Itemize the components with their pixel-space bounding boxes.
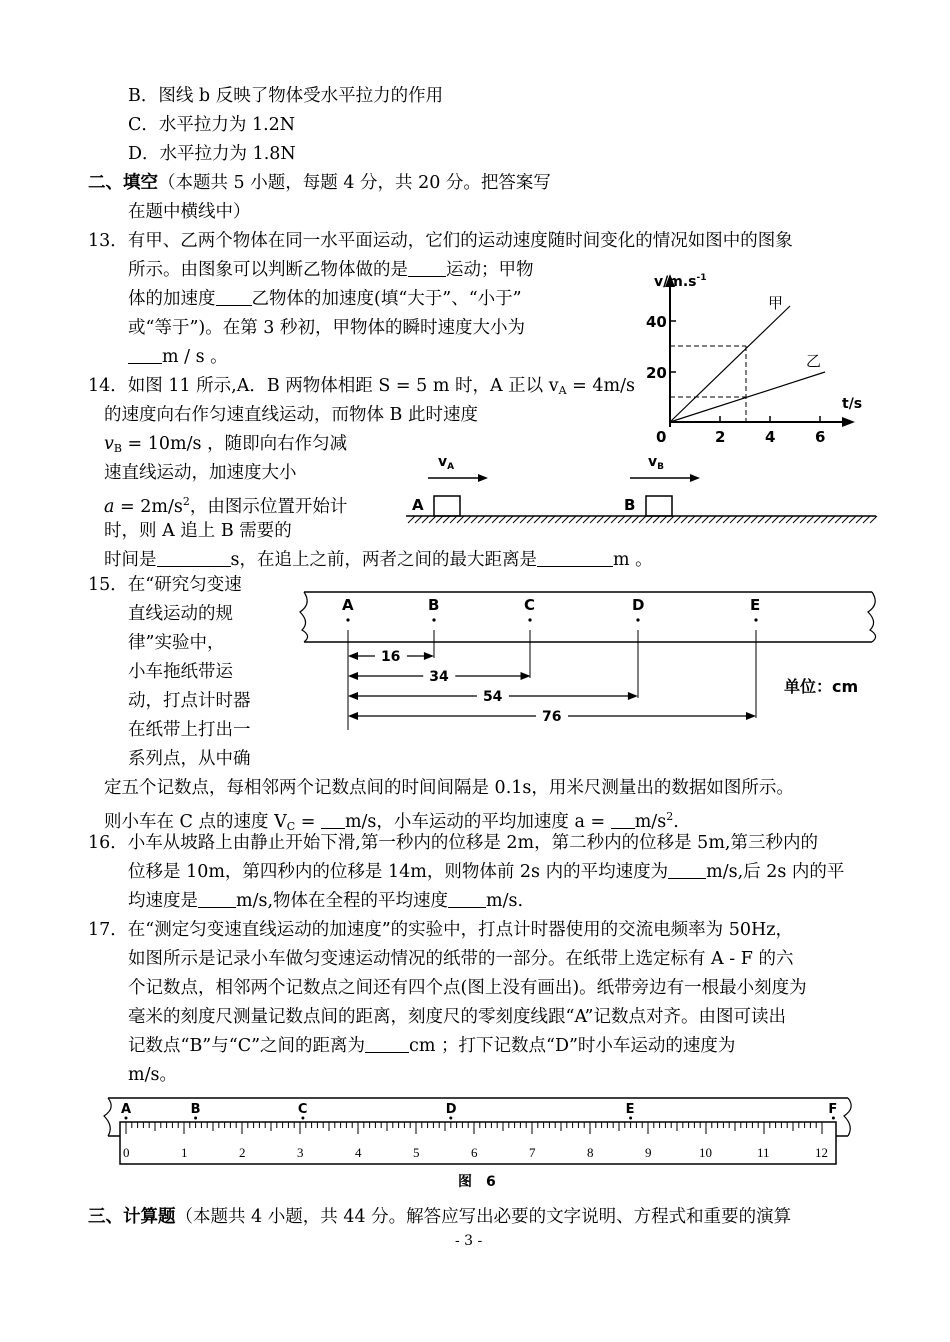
ruler-number: 7 (529, 1145, 536, 1160)
q14-line3 (104, 432, 347, 461)
hatch-line (541, 516, 548, 523)
hatch-line (457, 516, 464, 523)
hatch-line (646, 516, 653, 523)
arrow-left-icon (348, 672, 358, 680)
q14-sub: B (113, 442, 122, 455)
q14-line1 (88, 374, 635, 403)
hatch-line (695, 516, 702, 523)
vb-label: $v_B$ (648, 454, 665, 472)
hatch-line (422, 516, 429, 523)
q15-sup: 2 (666, 810, 674, 823)
block-a-label: A (412, 496, 424, 514)
q13-text: 体的加速度 (128, 289, 216, 309)
x-tick-label: 2 (715, 428, 726, 446)
q13-line3 (128, 287, 522, 311)
hatch-line (415, 516, 422, 523)
y-tick-label: 40 (646, 313, 667, 331)
arrow-left-icon (348, 692, 358, 700)
block-a (434, 496, 460, 516)
q13-blank-3 (128, 346, 162, 364)
hatch-line (821, 516, 828, 523)
q16-text: m/s,后 2s 内的平 (706, 862, 845, 882)
q14-line4: 速直线运动，加速度大小 (104, 463, 297, 483)
q17-line4: 毫米的刻度尺测量记数点间的距离，刻度尺的零刻度线跟“A”记数点对齐。由图可读出 (128, 1007, 786, 1027)
q15-line8: 定五个记数点，每相邻两个记数点间的时间间隔是 0.1s，用米尺测量出的数据如图所示。 (104, 778, 794, 798)
tape-dot (754, 618, 757, 621)
q15-line3: 律”实验中， (128, 633, 225, 653)
tape-point-label: B (428, 596, 440, 614)
dimension-label: 34 (429, 669, 449, 685)
hatch-line (842, 516, 849, 523)
ruler-point-label: E (625, 1102, 635, 1117)
page-number: - 3 - (455, 1233, 483, 1249)
q16-blank-2 (198, 890, 236, 908)
section3-note: （本题共 4 小题，共 44 分。解答应写出必要的文字说明、方程式和重要的演算 (175, 1207, 792, 1227)
hatch-line (793, 516, 800, 523)
hatch-line (835, 516, 842, 523)
line-yi (670, 372, 825, 422)
hatch-line (604, 516, 611, 523)
tape-point-label: C (524, 596, 536, 614)
vb-arrow-icon (690, 474, 700, 482)
q17-text: 记数点“B”与“C”之间的距离为 (128, 1036, 366, 1056)
hatch-line (492, 516, 499, 523)
q17-blank-1 (365, 1035, 409, 1053)
q13-text: m / s 。 (162, 347, 228, 367)
ruler-number: 0 (123, 1145, 130, 1160)
hatch-line (765, 516, 772, 523)
q15-text: . (673, 812, 679, 832)
q13-blank-2 (216, 288, 252, 306)
hatch-line (723, 516, 730, 523)
x-axis-label: t/s (842, 396, 863, 412)
hatch-line (688, 516, 695, 523)
q15-text: 则小车在 C 点的速度 V (104, 812, 287, 832)
hatch-line (716, 516, 723, 523)
q15-text: = (295, 812, 321, 832)
hatch-line (597, 516, 604, 523)
q15-line7: 系列点，从中确 (128, 749, 251, 769)
section3-header (88, 1205, 791, 1229)
hatch-line (555, 516, 562, 523)
hatch-line (527, 516, 534, 523)
ruler-dot (832, 1117, 835, 1120)
tape-point-label: E (750, 596, 761, 614)
ruler-number: 11 (757, 1145, 770, 1160)
hatch-line (674, 516, 681, 523)
ruler-number: 5 (413, 1145, 420, 1160)
q17-line2: 如图所示是记录小车做匀变速运动情况的纸带的一部分。在纸带上选定标有 A - F 的六 (128, 949, 794, 969)
hatch-line (779, 516, 786, 523)
y-tick-label: 20 (646, 364, 667, 382)
ruler-body (120, 1122, 836, 1164)
arrow-right-icon (746, 712, 756, 720)
q17-line5 (128, 1034, 735, 1058)
ruler-number: 1 (181, 1145, 188, 1160)
hatch-line (534, 516, 541, 523)
hatch-line (730, 516, 737, 523)
dimension-label: 76 (542, 709, 562, 725)
q15-text: m/s，小车运动的平均加速度 a = (344, 812, 611, 832)
tape-break-right (868, 592, 876, 642)
tape-break-left (104, 1098, 111, 1136)
q14-line6: 时，则 A 追上 B 需要的 (104, 521, 292, 541)
hatch-line (758, 516, 765, 523)
option-c: C．水平拉力为 1.2N (128, 115, 296, 135)
q17-line6: m/s。 (128, 1065, 177, 1085)
ruler-dot (301, 1117, 304, 1120)
va-label: $v_A$ (438, 454, 455, 472)
ruler-number: 12 (815, 1145, 828, 1160)
q14-line2: 的速度向右作匀速直线运动，而物体 B 此时速度 (104, 405, 478, 425)
tape-break-right (844, 1098, 851, 1136)
q16-text: m/s,物体在全程的平均速度 (236, 891, 449, 911)
x-axis-arrow-icon (842, 417, 855, 427)
hatch-line (800, 516, 807, 523)
q13-text: 所示。由图象可以判断乙物体做的是 (128, 260, 408, 280)
q14-text: v (104, 434, 114, 454)
q16-text: 位移是 10m，第四秒内的位移是 14m，则物体前 2s 内的平均速度为 (128, 862, 669, 882)
hatch-line (807, 516, 814, 523)
hatch-line (478, 516, 485, 523)
hatch-line (429, 516, 436, 523)
tape-dot (346, 618, 349, 621)
q14-sub: A (558, 384, 567, 397)
q17-line3: 个记数点，相邻两个记数点之间还有四个点(图上没有画出)。纸带旁边有一根最小刻度为 (128, 978, 807, 998)
q15-blank-1 (321, 811, 345, 829)
section3-label: 三、计算题 (88, 1207, 176, 1227)
q16-line2 (128, 860, 844, 884)
hatch-line (737, 516, 744, 523)
ruler-tape-diagram (96, 1092, 866, 1192)
hatch-line (443, 516, 450, 523)
hatch-line (863, 516, 870, 523)
hatch-line (520, 516, 527, 523)
q16-blank-1 (668, 861, 706, 879)
q14-text: = 2m/s (114, 497, 183, 517)
x-tick-label: 4 (765, 428, 776, 446)
ruler-point-label: C (297, 1102, 308, 1117)
va-arrow-icon (478, 474, 488, 482)
q13-text: 乙物体的加速度(填“大于”、“小于” (251, 289, 522, 309)
q15-line5: 动，打点计时器 (128, 691, 251, 711)
q15-text: m/s (634, 812, 667, 832)
ruler-number: 8 (587, 1145, 594, 1160)
q13-blank-1 (408, 259, 446, 277)
dimension-label: 54 (482, 689, 503, 705)
ground-hatch (408, 516, 877, 523)
hatch-line (660, 516, 667, 523)
ruler-point-label: A (121, 1102, 132, 1117)
block-b (646, 496, 672, 516)
q14-text: = 10m/s ，随即向右作匀减 (121, 434, 348, 454)
q14-blank-2 (537, 549, 613, 567)
q15-blank-2 (611, 811, 635, 829)
hatch-line (436, 516, 443, 523)
q16-blank-3 (448, 890, 486, 908)
tape-dot (432, 618, 435, 621)
hatch-line (464, 516, 471, 523)
q14-text: = 4m/s (566, 376, 635, 396)
q15-line2: 直线运动的规 (128, 604, 233, 624)
tape-point-label: A (342, 596, 354, 614)
q16-line3 (128, 889, 523, 913)
hatch-line (870, 516, 877, 523)
arrow-left-icon (348, 652, 358, 660)
hatch-line (618, 516, 625, 523)
hatch-line (562, 516, 569, 523)
hatch-line (828, 516, 835, 523)
ruler-point-label: B (190, 1102, 201, 1117)
hatch-line (590, 516, 597, 523)
ticker-tape-diagram (290, 590, 890, 740)
ruler-number: 2 (239, 1145, 246, 1160)
section2-note2: 在题中横线中） (128, 202, 251, 222)
x-tick-label: 6 (815, 428, 826, 446)
block-b-label: B (624, 496, 636, 514)
q13-text: 运动；甲物 (446, 260, 534, 280)
q16-text: 均速度是 (128, 891, 198, 911)
series-label-jia: 甲 (768, 294, 784, 312)
hatch-line (576, 516, 583, 523)
ruler-dot (125, 1117, 128, 1120)
hatch-line (681, 516, 688, 523)
hatch-line (772, 516, 779, 523)
hatch-line (583, 516, 590, 523)
arrow-right-icon (521, 672, 531, 680)
dimension-label: 16 (380, 649, 401, 665)
hatch-line (744, 516, 751, 523)
q14-line5 (104, 490, 347, 519)
ruler-point-label: D (445, 1102, 457, 1117)
hatch-line (814, 516, 821, 523)
q14-text: s，在追上之前，两者之间的最大距离是 (230, 550, 537, 570)
arrow-right-icon (628, 692, 638, 700)
q13-line1: 13．有甲、乙两个物体在同一水平面运动，它们的运动速度随时间变化的情况如图中的图象 (88, 231, 793, 251)
hatch-line (856, 516, 863, 523)
hatch-line (499, 516, 506, 523)
hatch-line (450, 516, 457, 523)
q15-line4: 小车拖纸带运 (128, 662, 233, 682)
section2-label: 二、填空 (88, 173, 158, 193)
line-jia (670, 306, 790, 422)
arrow-right-icon (424, 652, 434, 660)
hatch-line (667, 516, 674, 523)
hatch-line (471, 516, 478, 523)
q15-line6: 在纸带上打出一 (128, 720, 251, 740)
q14-sup: 2 (182, 495, 190, 508)
q13-line4: 或“等于”)。在第 3 秒初，甲物体的瞬时速度大小为 (128, 318, 525, 338)
hatch-line (632, 516, 639, 523)
ruler-dot (629, 1117, 632, 1120)
hatch-line (709, 516, 716, 523)
hatch-line (786, 516, 793, 523)
y-axis-label: $v/m.s^{-1}$ (654, 273, 707, 290)
hatch-line (506, 516, 513, 523)
ruler-dot (194, 1117, 197, 1120)
q13-line2 (128, 258, 534, 282)
ruler-number: 9 (645, 1145, 652, 1160)
hatch-line (569, 516, 576, 523)
q14-text: ，由图示位置开始计 (189, 497, 348, 517)
q14-text: m 。 (612, 550, 653, 570)
q13-line5 (128, 345, 228, 369)
q15-sub: C (286, 820, 296, 833)
hatch-line (611, 516, 618, 523)
q14-text: a (104, 497, 115, 517)
tape-unit-label: 单位：cm (784, 677, 859, 696)
option-b: B．图线 b 反映了物体受水平拉力的作用 (128, 86, 444, 106)
ruler-point-label: F (828, 1102, 838, 1117)
hatch-line (653, 516, 660, 523)
ruler-number: 6 (471, 1145, 478, 1160)
ruler-dot (449, 1117, 452, 1120)
origin-label: 0 (656, 428, 667, 446)
arrow-left-icon (348, 712, 358, 720)
tape-point-label: D (632, 596, 645, 614)
blocks-diagram (400, 450, 880, 528)
q16-text: m/s. (486, 891, 524, 911)
hatch-line (702, 516, 709, 523)
option-d: D．水平拉力为 1.8N (128, 144, 296, 164)
hatch-line (485, 516, 492, 523)
hatch-line (639, 516, 646, 523)
hatch-line (751, 516, 758, 523)
q17-line1: 17．在“测定匀变速直线运动的加速度”的实验中，打点计时器使用的交流电频率为 50Hz， (88, 920, 793, 940)
ruler-points (121, 1102, 837, 1120)
q15-line1: 15．在“研究匀变速 (88, 575, 242, 595)
ruler-number: 10 (699, 1145, 712, 1160)
tape-dimensions (348, 647, 756, 725)
ruler-number: 4 (355, 1145, 362, 1160)
tape-dot (636, 618, 639, 621)
hatch-line (625, 516, 632, 523)
hatch-line (513, 516, 520, 523)
q14-line7 (104, 548, 653, 572)
q14-text: 时间是 (104, 550, 157, 570)
ruler-number: 3 (297, 1145, 304, 1160)
q17-text: cm ；打下记数点“D”时小车运动的速度为 (409, 1036, 736, 1056)
hatch-line (408, 516, 415, 523)
tape-break-left (300, 592, 308, 642)
hatch-line (849, 516, 856, 523)
section2-note1: （本题共 5 小题，每题 4 分，共 20 分。把答案写 (158, 173, 551, 193)
hatch-line (548, 516, 555, 523)
tape-dot (528, 618, 531, 621)
section2-header (88, 171, 551, 195)
q14-blank-1 (157, 549, 231, 567)
figure-caption: 图 6 (458, 1174, 496, 1190)
velocity-time-graph (620, 262, 880, 452)
q14-text: 14．如图 11 所示,A．B 两物体相距 S = 5 m 时，A 正以 v (88, 376, 559, 396)
series-label-yi: 乙 (806, 352, 822, 370)
q16-line1: 16．小车从坡路上由静止开始下滑,第一秒内的位移是 2m，第二秒内的位移是 5m,第三秒内的 (88, 833, 818, 853)
